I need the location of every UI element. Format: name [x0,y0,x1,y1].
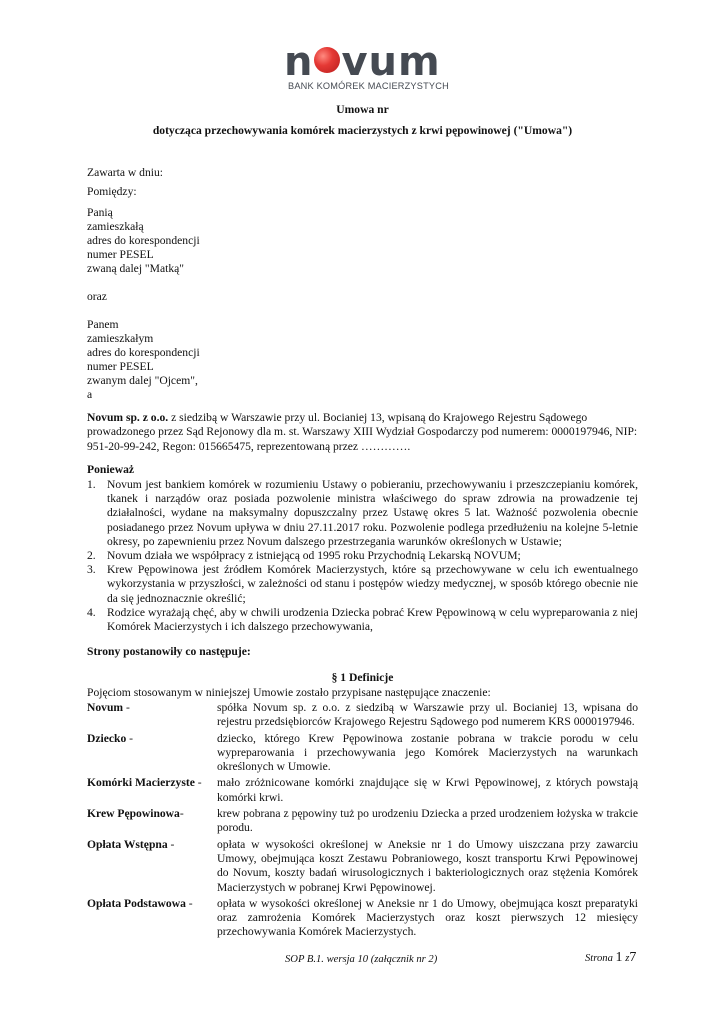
section-1-intro: Pojęciom stosowanym w niniejszej Umowie zostało przypisane następujące znaczenie: [87,686,491,699]
mother-line-residence: zamieszkałą [87,220,144,233]
mother-line-address: adres do korespondencji [87,234,200,247]
footer-doc-ref: SOP B.1. wersja 10 (załącznik nr 2) [285,954,438,965]
definition-term: Komórki Macierzyste - [87,776,202,790]
contract-subtitle: dotycząca przechowywania komórek macierzystych z krwi pępowinowej ("Umowa") [152,124,573,137]
whereas-heading: Ponieważ [87,463,135,476]
mother-line-alias: zwaną dalej "Matką" [87,262,185,275]
company-details: z siedzibą w Warszawie przy ul. Bocianiej 13, wpisaną do Krajowego Rejestru Sądowego prowadzonego przez Sąd Rejonowy dla m. st. Warszawy XIII Wydział Gospodarczy pod numerem: 0000197946, NIP: 951-20-99-242, Regon: 015665475, reprezentowaną przez …………. [87,411,638,453]
footer-page-number: Strona 1 z7 [585,950,637,965]
whereas-item-text: Novum jest bankiem komórek w rozumieniu Ustawy o pobieraniu, przechowywaniu i przeszczepianiu komórek, tkanek i narządów oraz posiada pozwolenie ministra właściwego do spraw zdrowia na prowadzenie tej działalności, wydane na maksymalny dopuszczalny przez Ustawę okres 5 lat. Ważność pozwolenia obecnie posiadanego przez Novum upływa w dniu 27.11.2017 roku. Pozwolenie podlega przedłużeniu na kolejne 5-letnie okresy, po zapewnieniu przez Novum dalszego przestrzegania warunków określonych w Ustawie; [107,478,638,548]
definition-text: mało zróżnicowane komórki znajdujące się w Krwi Pępowinowej, z których powstają komórki krwi. [217,776,638,804]
father-line-and: a [87,388,93,401]
logo-red-ball-icon [314,47,340,73]
logo-subtitle: BANK KOMÓREK MACIERZYSTYCH [288,81,449,91]
whereas-item [87,606,638,634]
whereas-item-number: 1. [87,478,96,491]
definition-text: krew pobrana z pępowiny tuż po urodzeniu Dziecka a przed urodzeniem łożyska w trakcie porodu. [217,807,638,835]
definition-text: opłata w wysokości określonej w Aneksie nr 1 do Umowy, obejmująca koszt preparatyki oraz zamrożenia Komórek Macierzystych oraz koszt pierwszych 12 miesięcy przechowywania Komórek Macierzystych. [217,896,638,939]
father-line-pesel: numer PESEL [87,360,154,373]
date-label: Zawarta w dniu: [87,166,163,179]
father-line-alias: zwanym dalej "Ojcem", [87,374,198,387]
whereas-item-number: 4. [87,605,96,619]
definition-text: dziecko, którego Krew Pępowinowa zostanie pobrana w trakcie porodu w celu wypreparowania i przechowywania jego Komórek Macierzystych na warunkach określonych w Umowie. [217,731,638,774]
whereas-item [87,478,638,549]
between-label: Pomiędzy: [87,185,137,198]
definition-row [87,732,638,775]
definition-row [87,701,638,730]
father-line-address: adres do korespondencji [87,346,200,359]
father-line-residence: zamieszkałym [87,332,154,345]
whereas-item-text: Novum działa we współpracy z istniejącą od 1995 roku Przychodnią Lekarską NOVUM; [107,549,521,563]
definition-term: Dziecko - [87,731,134,745]
definition-row [87,776,638,805]
definition-term: Krew Pępowinowa- [87,807,184,821]
company-paragraph [87,411,638,454]
agreed-statement: Strony postanowiły co następuje: [87,645,251,658]
definition-text: opłata w wysokości określonej w Aneksie nr 1 do Umowy uiszczana przy zawarciu Umowy, obejmująca koszt Zestawu Pobraniowego, koszt transportu Krwi Pępowinowej do Novum, koszty badań wirusologicznych i bakteriologicznych oraz stężenia Komórek Macierzystych w pobranej Krwi Pępowinowej. [217,837,638,894]
whereas-item-text: Rodzice wyrażają chęć, aby w chwili urodzenia Dziecka pobrać Krew Pępowinową w celu wypreparowania z niej Komórek Macierzystych i ich dalszego przechowywania, [107,605,638,634]
definition-term: Novum - [87,701,130,714]
and-label: oraz [87,290,107,303]
contract-title: Umowa nr [336,103,389,116]
section-1-heading: § 1 Definicje [331,671,394,684]
whereas-item [87,549,638,563]
definition-term: Opłata Wstępna - [87,837,175,851]
whereas-item [87,563,638,606]
definition-term: Opłata Podstawowa - [87,896,193,910]
definitions-list [87,701,638,940]
father-line-name: Panem [87,318,119,331]
logo-letters-vum: vum [341,39,441,85]
mother-line-pesel: numer PESEL [87,248,154,261]
definition-row [87,897,638,940]
whereas-item-number: 3. [87,563,96,577]
whereas-item-number: 2. [87,549,96,563]
company-name: Novum sp. z o.o. [87,411,169,424]
whereas-list [87,478,638,634]
mother-line-name: Panią [87,206,113,219]
novum-logo [284,39,449,95]
logo-letter-n: n [284,39,314,85]
definition-row [87,807,638,836]
definition-text: spółka Novum sp. z o.o. z siedzibą w Warszawie przy ul. Bocianiej 13, wpisana do rejestru przedsiębiorców Krajowego Rejestru Sądowego pod numerem KRS 0000197946. [217,701,638,729]
logo-wordmark [284,40,441,84]
whereas-item-text: Krew Pępowinowa jest źródłem Komórek Macierzystych, które są przechowywane w celu ich ewentualnego wykorzystania w przyszłości, w zależności od stanu i postępów wiedzy medycznej, w sposób którego obecnie nie da się jednoznacznie określić; [107,563,638,605]
definition-row [87,838,638,895]
